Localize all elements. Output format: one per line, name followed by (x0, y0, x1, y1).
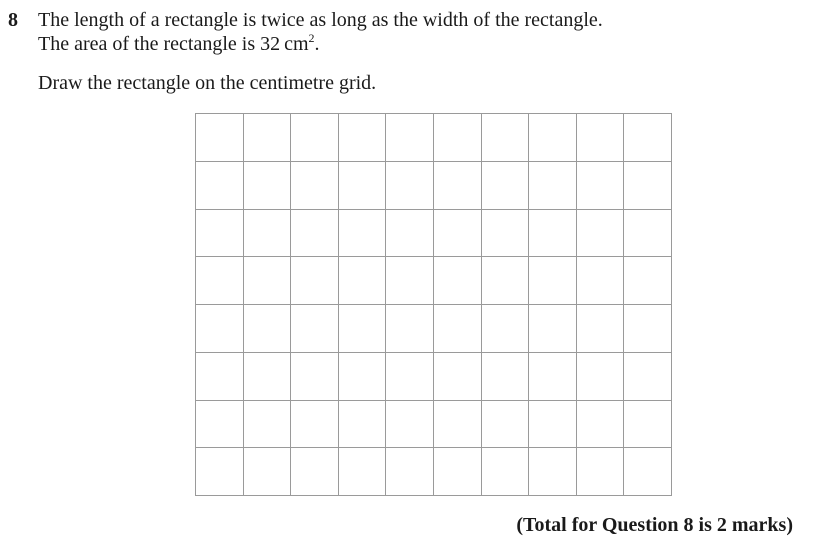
grid-cell[interactable] (386, 401, 434, 449)
grid-cell[interactable] (339, 353, 387, 401)
grid-cell[interactable] (291, 305, 339, 353)
grid-cell[interactable] (529, 210, 577, 258)
area-statement: The area of the rectangle is 32 cm (38, 33, 309, 55)
grid-cell[interactable] (291, 210, 339, 258)
instruction-text: Draw the rectangle on the centimetre grid. (38, 72, 377, 94)
grid-cell[interactable] (386, 448, 434, 496)
grid-cell[interactable] (339, 257, 387, 305)
grid-cell[interactable] (244, 353, 292, 401)
grid-cell[interactable] (434, 448, 482, 496)
total-marks: (Total for Question 8 is 2 marks) (516, 514, 793, 536)
grid-cell[interactable] (339, 401, 387, 449)
grid-cell[interactable] (339, 114, 387, 162)
grid-cell[interactable] (291, 448, 339, 496)
grid-cell[interactable] (624, 353, 672, 401)
grid-cell[interactable] (196, 114, 244, 162)
grid-cell[interactable] (196, 448, 244, 496)
grid-cell[interactable] (244, 114, 292, 162)
grid-cell[interactable] (244, 305, 292, 353)
grid-cell[interactable] (577, 257, 625, 305)
grid-cell[interactable] (196, 353, 244, 401)
grid-cell[interactable] (529, 114, 577, 162)
grid-cell[interactable] (386, 257, 434, 305)
grid-cell[interactable] (529, 448, 577, 496)
grid-cell[interactable] (196, 401, 244, 449)
grid-cell[interactable] (434, 210, 482, 258)
grid-cell[interactable] (244, 210, 292, 258)
grid-cell[interactable] (624, 448, 672, 496)
grid-cell[interactable] (291, 401, 339, 449)
grid-cell[interactable] (529, 162, 577, 210)
grid-cell[interactable] (482, 210, 530, 258)
grid-cell[interactable] (624, 114, 672, 162)
grid-cell[interactable] (577, 401, 625, 449)
grid-cell[interactable] (291, 114, 339, 162)
grid-cell[interactable] (386, 210, 434, 258)
question-text-line1: The length of a rectangle is twice as long as the width of the rectangle. (38, 9, 603, 31)
grid-cell[interactable] (339, 305, 387, 353)
grid-cell[interactable] (244, 401, 292, 449)
grid-cell[interactable] (529, 401, 577, 449)
grid-cell[interactable] (291, 162, 339, 210)
grid-cell[interactable] (529, 305, 577, 353)
grid-cell[interactable] (577, 353, 625, 401)
grid-cell[interactable] (339, 210, 387, 258)
grid-cell[interactable] (434, 305, 482, 353)
grid-cell[interactable] (386, 114, 434, 162)
grid-cell[interactable] (577, 305, 625, 353)
grid-cell[interactable] (434, 353, 482, 401)
grid-cell[interactable] (577, 114, 625, 162)
grid-cell[interactable] (434, 401, 482, 449)
grid-cell[interactable] (482, 162, 530, 210)
grid-cell[interactable] (434, 257, 482, 305)
grid-cell[interactable] (577, 448, 625, 496)
grid-cell[interactable] (196, 305, 244, 353)
grid-cell[interactable] (482, 114, 530, 162)
grid-cell[interactable] (624, 162, 672, 210)
area-statement-end: . (314, 33, 320, 55)
centimetre-grid[interactable] (195, 113, 672, 496)
grid-cell[interactable] (244, 448, 292, 496)
grid-cell[interactable] (291, 353, 339, 401)
grid-cell[interactable] (482, 257, 530, 305)
grid-cell[interactable] (196, 210, 244, 258)
grid-cell[interactable] (291, 257, 339, 305)
grid-cell[interactable] (577, 162, 625, 210)
grid-cell[interactable] (196, 162, 244, 210)
grid-cell[interactable] (482, 305, 530, 353)
grid-cell[interactable] (624, 401, 672, 449)
grid-cell[interactable] (624, 305, 672, 353)
grid-cell[interactable] (529, 353, 577, 401)
question-text-line2 (38, 32, 320, 56)
grid-cell[interactable] (624, 257, 672, 305)
grid-cell[interactable] (339, 448, 387, 496)
grid-cell[interactable] (482, 448, 530, 496)
grid-cell[interactable] (196, 257, 244, 305)
area-unit-exponent: 2 (308, 31, 315, 45)
grid-cell[interactable] (577, 210, 625, 258)
grid-cell[interactable] (386, 305, 434, 353)
grid-cell[interactable] (624, 210, 672, 258)
grid-cell[interactable] (386, 353, 434, 401)
grid-cell[interactable] (482, 401, 530, 449)
grid-cell[interactable] (244, 257, 292, 305)
grid-cell[interactable] (244, 162, 292, 210)
grid-cell[interactable] (482, 353, 530, 401)
grid-cell[interactable] (339, 162, 387, 210)
grid-cell[interactable] (434, 162, 482, 210)
question-number: 8 (8, 9, 18, 31)
grid-cell[interactable] (386, 162, 434, 210)
grid-cell[interactable] (529, 257, 577, 305)
grid-cell[interactable] (434, 114, 482, 162)
